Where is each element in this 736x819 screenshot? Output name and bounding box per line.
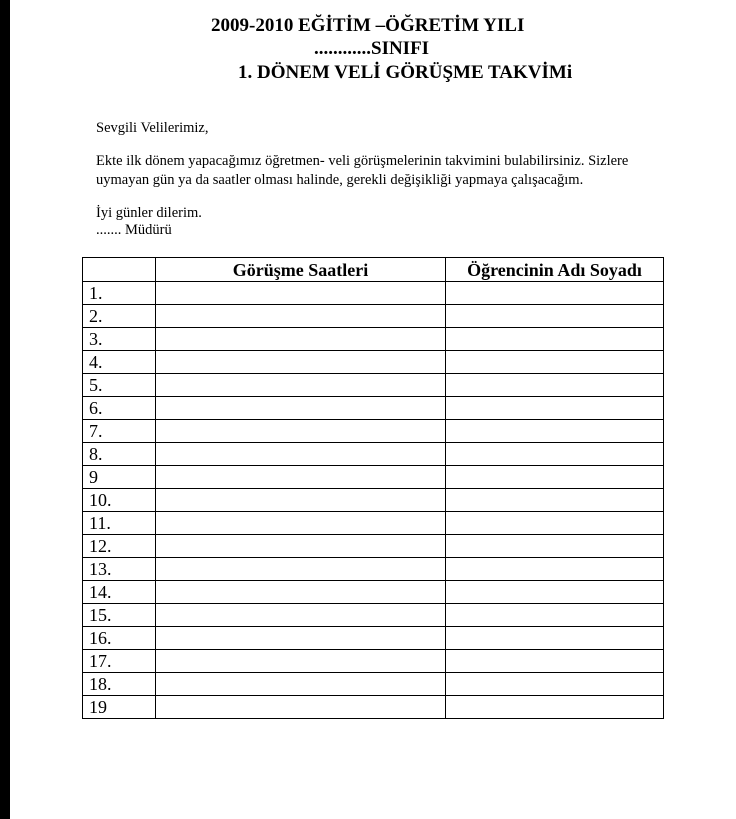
student-name-cell xyxy=(446,627,664,650)
row-number-cell: 12. xyxy=(83,535,156,558)
letter-signature: ....... Müdürü xyxy=(96,222,172,238)
row-number-cell: 19 xyxy=(83,696,156,719)
header-meeting-hours: Görüşme Saatleri xyxy=(156,258,446,282)
table-row xyxy=(83,581,664,604)
letter-body-line-1: Ekte ilk dönem yapacağımız öğretmen- veli görüşmelerinin takvimini bulabilirsiniz. Sizlere xyxy=(96,153,629,169)
student-name-cell xyxy=(446,443,664,466)
row-number-cell: 5. xyxy=(83,374,156,397)
page-edge-bar xyxy=(0,0,10,819)
table-row xyxy=(83,558,664,581)
meeting-hours-cell xyxy=(156,466,446,489)
table-row xyxy=(83,627,664,650)
meeting-hours-cell xyxy=(156,673,446,696)
letter-closing: İyi günler dilerim. xyxy=(96,205,202,221)
row-number-cell: 2. xyxy=(83,305,156,328)
student-name-cell xyxy=(446,374,664,397)
student-name-cell xyxy=(446,397,664,420)
meeting-schedule-table xyxy=(82,257,664,719)
row-number-cell: 16. xyxy=(83,627,156,650)
table-row xyxy=(83,535,664,558)
meeting-hours-cell xyxy=(156,627,446,650)
meeting-hours-cell xyxy=(156,604,446,627)
row-number-cell: 9 xyxy=(83,466,156,489)
meeting-hours-cell xyxy=(156,328,446,351)
row-number-cell: 10. xyxy=(83,489,156,512)
meeting-hours-cell xyxy=(156,558,446,581)
row-number-cell: 11. xyxy=(83,512,156,535)
student-name-cell xyxy=(446,282,664,305)
row-number-cell: 18. xyxy=(83,673,156,696)
student-name-cell xyxy=(446,650,664,673)
row-number-cell: 15. xyxy=(83,604,156,627)
student-name-cell xyxy=(446,489,664,512)
student-name-cell xyxy=(446,581,664,604)
meeting-hours-cell xyxy=(156,443,446,466)
table-row xyxy=(83,673,664,696)
student-name-cell xyxy=(446,351,664,374)
table-row xyxy=(83,351,664,374)
header-student-name: Öğrencinin Adı Soyadı xyxy=(446,258,664,282)
student-name-cell xyxy=(446,558,664,581)
student-name-cell xyxy=(446,673,664,696)
table-row xyxy=(83,420,664,443)
student-name-cell xyxy=(446,305,664,328)
table-row xyxy=(83,443,664,466)
header-number-cell xyxy=(83,258,156,282)
letter-body-line-2: uymayan gün ya da saatler olması halinde, gerekli değişikliği yapmaya çalışacağım. xyxy=(96,172,584,188)
table-row xyxy=(83,489,664,512)
row-number-cell: 4. xyxy=(83,351,156,374)
table-row xyxy=(83,282,664,305)
row-number-cell: 3. xyxy=(83,328,156,351)
meeting-hours-cell xyxy=(156,581,446,604)
row-number-cell: 6. xyxy=(83,397,156,420)
row-number-cell: 8. xyxy=(83,443,156,466)
table-row xyxy=(83,374,664,397)
table-row xyxy=(83,512,664,535)
meeting-hours-cell xyxy=(156,489,446,512)
meeting-hours-cell xyxy=(156,535,446,558)
document-title-class: ............SINIFI xyxy=(314,38,430,59)
row-number-cell: 14. xyxy=(83,581,156,604)
table-row xyxy=(83,397,664,420)
student-name-cell xyxy=(446,535,664,558)
meeting-hours-cell xyxy=(156,351,446,374)
meeting-hours-cell xyxy=(156,374,446,397)
document-title-schedule: 1. DÖNEM VELİ GÖRÜŞME TAKVİMi xyxy=(238,62,573,83)
meeting-hours-cell xyxy=(156,397,446,420)
document-title-year: 2009-2010 EĞİTİM –ÖĞRETİM YILI xyxy=(211,15,525,36)
meeting-hours-cell xyxy=(156,650,446,673)
row-number-cell: 1. xyxy=(83,282,156,305)
meeting-hours-cell xyxy=(156,305,446,328)
meeting-hours-cell xyxy=(156,282,446,305)
student-name-cell xyxy=(446,328,664,351)
table-row xyxy=(83,305,664,328)
row-number-cell: 17. xyxy=(83,650,156,673)
meeting-hours-cell xyxy=(156,420,446,443)
student-name-cell xyxy=(446,604,664,627)
table-row xyxy=(83,604,664,627)
student-name-cell xyxy=(446,512,664,535)
student-name-cell xyxy=(446,420,664,443)
table-row xyxy=(83,328,664,351)
table-header-row xyxy=(83,258,664,282)
meeting-hours-cell xyxy=(156,696,446,719)
meeting-hours-cell xyxy=(156,512,446,535)
table-row xyxy=(83,696,664,719)
row-number-cell: 7. xyxy=(83,420,156,443)
table-row xyxy=(83,466,664,489)
student-name-cell xyxy=(446,696,664,719)
student-name-cell xyxy=(446,466,664,489)
letter-greeting: Sevgili Velilerimiz, xyxy=(96,120,209,136)
table-row xyxy=(83,650,664,673)
row-number-cell: 13. xyxy=(83,558,156,581)
